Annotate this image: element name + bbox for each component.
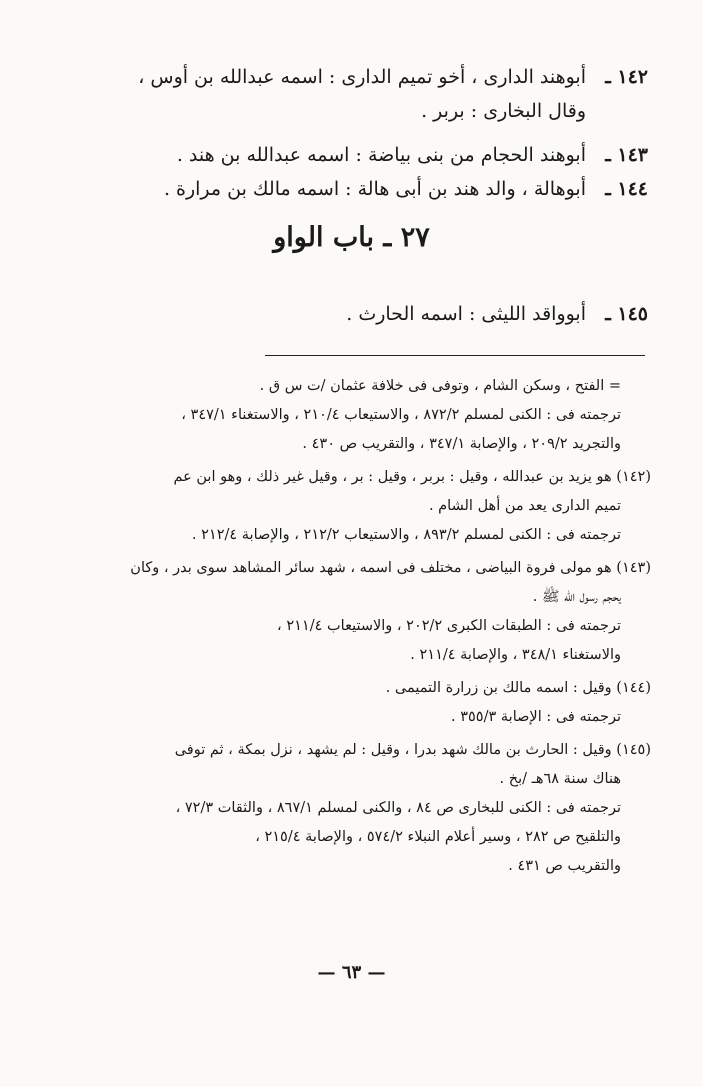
footnote-line: = الفتح ، وسكن الشام ، وتوفى فى خلافة عثمان /ت س ق . <box>259 378 621 394</box>
entry-142 <box>95 60 648 128</box>
entry-text: أبوهند الدارى ، أخو تميم الدارى : اسمه عبدالله بن أوس ، <box>138 66 586 88</box>
footnote-line: (١٤٥) وقيل : الحارث بن مالك شهد بدرا ، وقيل : لم يشهد ، نزل بمكة ، ثم توفى <box>174 742 651 758</box>
footnote-line: والتلقيح ص ٢٨٢ ، وسير أعلام النبلاء ٥٧٤/٢ ، والإصابة ٢١٥/٤ ، <box>255 829 621 845</box>
entry-text: أبوواقد الليثى : اسمه الحارث . <box>346 303 586 325</box>
footnote-line: ترجمته فى : الكنى لمسلم ٨٩٣/٢ ، والاستيعاب ٢١٢/٢ ، والإصابة ٢١٢/٤ . <box>191 527 621 543</box>
entry-143 <box>95 138 648 172</box>
footnote-line: هناك سنة ٦٨هـ /بخ . <box>499 771 621 787</box>
footnotes <box>95 372 651 881</box>
entry-number: ١٤٤ ـ <box>605 178 648 200</box>
footnote-line: ترجمته فى : الكنى للبخارى ص ٨٤ ، والكنى لمسلم ٨٦٧/١ ، والثقات ٧٢/٣ ، <box>175 800 621 816</box>
footnote-line: ترجمته فى : الإصابة ٣٥٥/٣ . <box>451 709 621 725</box>
footnote-line: والاستغناء ٣٤٨/١ ، والإصابة ٢١١/٤ . <box>410 647 621 663</box>
page-number: — ٦٣ — <box>317 962 386 983</box>
entry-number: ١٤٣ ـ <box>605 144 648 166</box>
entry-number: ١٤٥ ـ <box>605 303 648 325</box>
footnote-line: ترجمته فى : الكنى لمسلم ٨٧٢/٢ ، والاستيعاب ٢١٠/٤ ، والاستغناء ٣٤٧/١ ، <box>181 407 621 423</box>
entry-145 <box>95 297 648 331</box>
footnote-separator <box>265 355 645 356</box>
entry-text: وقال البخارى : بربر . <box>421 100 586 122</box>
footnote-line: يحجم رسول الله ﷺ . <box>532 589 621 605</box>
footnote-line: (١٤٢) هو يزيد بن عبدالله ، وقيل : بربر ، وقيل : بر ، وقيل غير ذلك ، وهو ابن عم <box>173 469 651 485</box>
footnote-line: تميم الدارى يعد من أهل الشام . <box>428 498 621 514</box>
entry-number: ١٤٢ ـ <box>605 66 648 88</box>
footnote-line: ترجمته فى : الطبقات الكبرى ٢٠٢/٢ ، والاستيعاب ٢١١/٤ ، <box>277 618 621 634</box>
footnote-line: والتقريب ص ٤٣١ . <box>508 858 621 874</box>
footnote-line: (١٤٤) وقيل : اسمه مالك بن زرارة التميمى . <box>385 680 651 696</box>
entry-text: أبوهند الحجام من بنى بياضة : اسمه عبدالله بن هند . <box>176 144 586 166</box>
footnote-line: (١٤٣) هو مولى فروة البياضى ، مختلف فى اسمه ، شهد سائر المشاهد سوى بدر ، وكان <box>130 560 651 576</box>
entry-text: أبوهالة ، والد هند بن أبى هالة : اسمه مالك بن مرارة . <box>163 178 586 200</box>
footnote-line: والتجريد ٢٠٩/٢ ، والإصابة ٣٤٧/١ ، والتقريب ص ٤٣٠ . <box>302 436 621 452</box>
chapter-heading: ٢٧ ـ باب الواو <box>273 222 430 253</box>
entry-144 <box>95 172 648 206</box>
